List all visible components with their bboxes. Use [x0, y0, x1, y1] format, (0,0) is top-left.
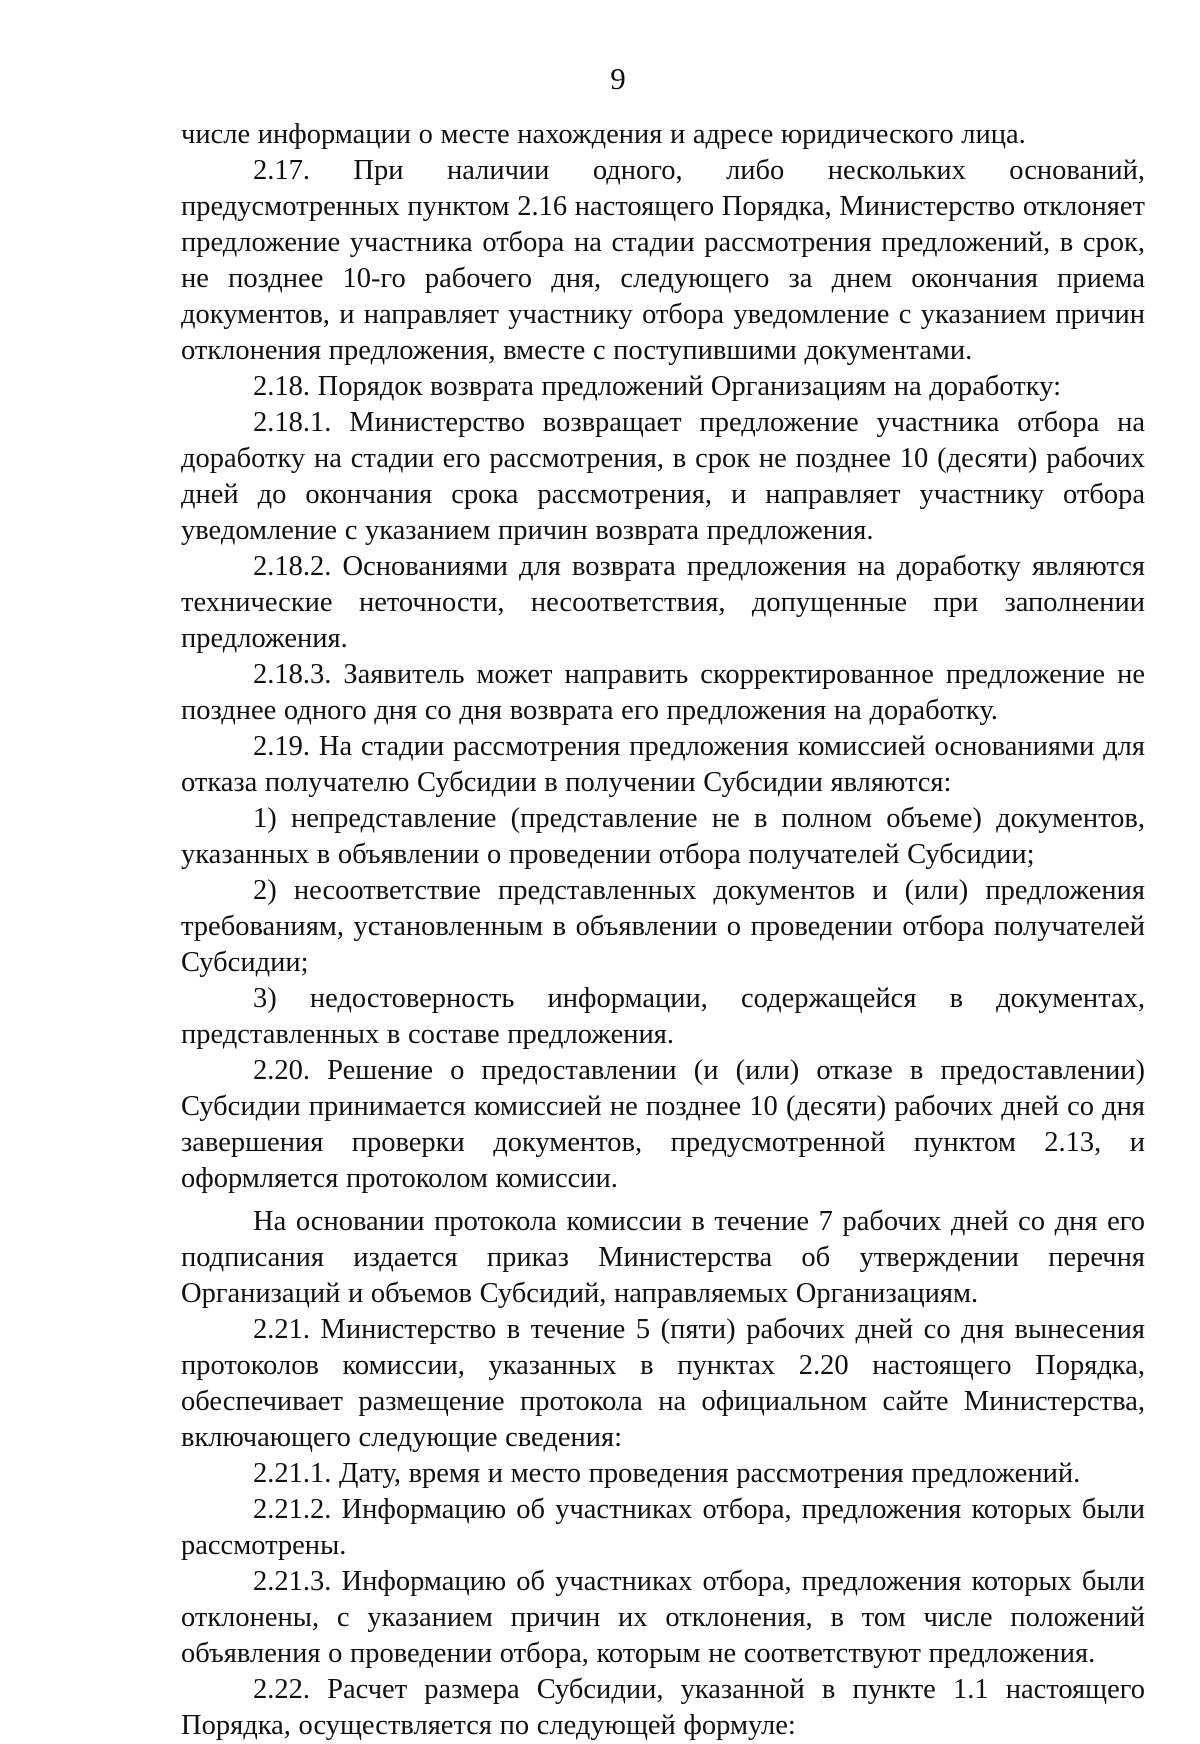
paragraph-protocol-order: На основании протокола комиссии в течение 7 рабочих дней со дня его подписания издается приказ Министерства об утверждении перечня Организаций и объемов Субсидий, направляемых Организациям. — [181, 1206, 1145, 1309]
list-item-2: 2) несоответствие представленных документов и (или) предложения требованиям, установленным в объявлении о проведении отбора получателей Субсидии; — [181, 875, 1145, 978]
paragraph-2-19: 2.19. На стадии рассмотрения предложения комиссией основаниями для отказа получателю Субсидии в получении Субсидии являются: — [181, 731, 1145, 798]
paragraph-2-22: 2.22. Расчет размера Субсидии, указанной в пункте 1.1 настоящего Порядка, осуществляется по следующей формуле: — [181, 1674, 1145, 1741]
paragraph-continuation: числе информации о месте нахождения и адресе юридического лица. — [181, 119, 1026, 150]
paragraph-2-21-3: 2.21.3. Информацию об участниках отбора, предложения которых были отклонены, с указанием причин их отклонения, в том числе положений объявления о проведении отбора, которым не соответствуют предложения. — [181, 1566, 1145, 1669]
list-item-1: 1) непредставление (представление не в полном объеме) документов, указанных в объявлении о проведении отбора получателей Субсидии; — [181, 803, 1145, 870]
paragraph-2-21: 2.21. Министерство в течение 5 (пяти) рабочих дней со дня вынесения протоколов комиссии, указанных в пунктах 2.20 настоящего Порядка, обеспечивает размещение протокола на официальном сайте Министерства, включающего следующие сведения: — [181, 1314, 1145, 1453]
paragraph-2-21-2: 2.21.2. Информацию об участниках отбора, предложения которых были рассмотрены. — [181, 1494, 1145, 1561]
paragraph-2-18-1: 2.18.1. Министерство возвращает предложение участника отбора на доработку на стадии его рассмотрения, в срок не позднее 10 (десяти) рабочих дней до окончания срока рассмотрения, и направляет участнику отбора уведомление с указанием причин возврата предложения. — [181, 407, 1145, 546]
paragraph-2-18-3: 2.18.3. Заявитель может направить скорректированное предложение не позднее одного дня со дня возврата его предложения на доработку. — [181, 659, 1145, 726]
page-number: 9 — [610, 61, 626, 96]
paragraph-2-18: 2.18. Порядок возврата предложений Организациям на доработку: — [253, 371, 1061, 402]
document-body — [181, 117, 1145, 1744]
paragraph-2-17: 2.17. При наличии одного, либо нескольких оснований, предусмотренных пунктом 2.16 настоящего Порядка, Министерство отклоняет предложение участника отбора на стадии рассмотрения предложений, в срок, не позднее 10-го рабочего дня, следующего за днем окончания приема документов, и направляет участнику отбора уведомление с указанием причин отклонения предложения, вместе с поступившими документами. — [181, 155, 1145, 366]
paragraph-2-20: 2.20. Решение о предоставлении (и (или) отказе в предоставлении) Субсидии принимается комиссией не позднее 10 (десяти) рабочих дней со дня завершения проверки документов, предусмотренной пунктом 2.13, и оформляется протоколом комиссии. — [181, 1055, 1145, 1194]
paragraph-2-21-1: 2.21.1. Дату, время и место проведения рассмотрения предложений. — [253, 1458, 1081, 1489]
paragraph-2-18-2: 2.18.2. Основаниями для возврата предложения на доработку являются технические неточности, несоответствия, допущенные при заполнении предложения. — [181, 551, 1145, 654]
list-item-3: 3) недостоверность информации, содержащейся в документах, представленных в составе предложения. — [181, 983, 1145, 1050]
